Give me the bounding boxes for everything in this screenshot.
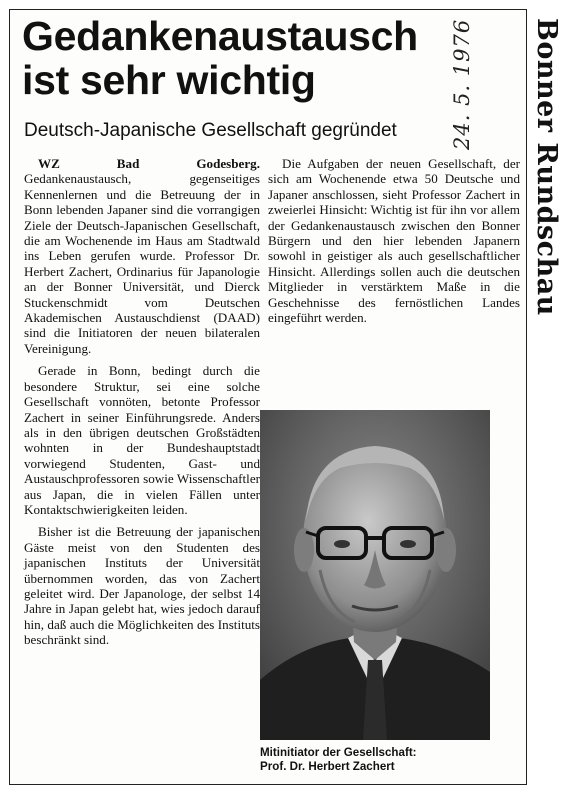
handwritten-date: 24. 5. 1976 xyxy=(450,18,474,150)
paragraph-4: Die Aufgaben der neuen Gesellschaft, der sich am Wochenende etwa 50 Deutsche und Japaner anschlossen, sieht Professor Zachert in zweierlei Hinsicht: Wichtig ist für ihn vor allem der Gedankenaustausch zwischen den Bonner Bürgern und den hier lebenden Japanern sowohl in geistiger als auch gesellschaftlicher Hinsicht. Allerdings sollen auch die deutschen Mitglieder in verstärktem Maße in die Geschehnisse des fernöstlichen Landes eingeführt werden. xyxy=(268,156,520,326)
paragraph-1-text: Gedankenaustausch, gegenseitiges Kennenlernen und die Betreuung der in Bonn lebenden Japaner sind die vorrangigen Ziele der Deutsch-Japanischen Gesellschaft, die am Wochenende im Haus am Stadtwald ins Leben gerufen wurde. Professor Dr. Herbert Zachert, Ordinarius für Japanologie an der Bonner Universität, und Dierck Stuckenschmidt vom Deutschen Akademischen Austauschdienst (DAAD) sind die Initiatoren der neuen bilateralen Vereinigung. xyxy=(24,171,260,356)
portrait-illustration xyxy=(260,410,490,740)
publication-name: Bonner Rundschau xyxy=(531,18,562,316)
paragraph-3: Bisher ist die Betreuung der japanischen Gäste meist von den Studenten des japanischen Instituts der Universität übernommen worden, das von Zachert geleitet wird. Der Japanologe, der selbst 14 Jahre in Japan gelebt hat, wies jedoch darauf hin, daß auch die Möglichkeiten des Instituts beschränkt sind. xyxy=(24,524,260,648)
headline-line-2: ist sehr wichtig xyxy=(22,57,316,103)
dateline: WZ Bad Godesberg. xyxy=(38,156,260,171)
paragraph-2: Gerade in Bonn, bedingt durch die besondere Struktur, sei eine solche Gesellschaft vonnöten, betonte Professor Zachert in seiner Einführungsrede. Anders als in den übrigen deutschen Großstädten wohnten in der Bundeshauptstadt vorwiegend Studenten, Gast- und Austauschprofessoren sowie Wissenschaftler aus Japan, die in vielen Fällen unter Kontaktschwierigkeiten leiden. xyxy=(24,363,260,517)
photo-caption xyxy=(260,746,490,774)
left-column xyxy=(24,156,260,655)
subheadline: Deutsch-Japanische Gesellschaft gegründet xyxy=(24,120,397,141)
caption-line-2: Prof. Dr. Herbert Zachert xyxy=(260,760,395,773)
headline xyxy=(22,14,522,102)
portrait-photo xyxy=(260,410,490,740)
caption-line-1: Mitinitiator der Gesellschaft: xyxy=(260,746,417,759)
headline-line-1: Gedankenaustausch xyxy=(22,13,418,59)
paragraph-1 xyxy=(24,156,260,356)
right-column xyxy=(268,156,520,332)
